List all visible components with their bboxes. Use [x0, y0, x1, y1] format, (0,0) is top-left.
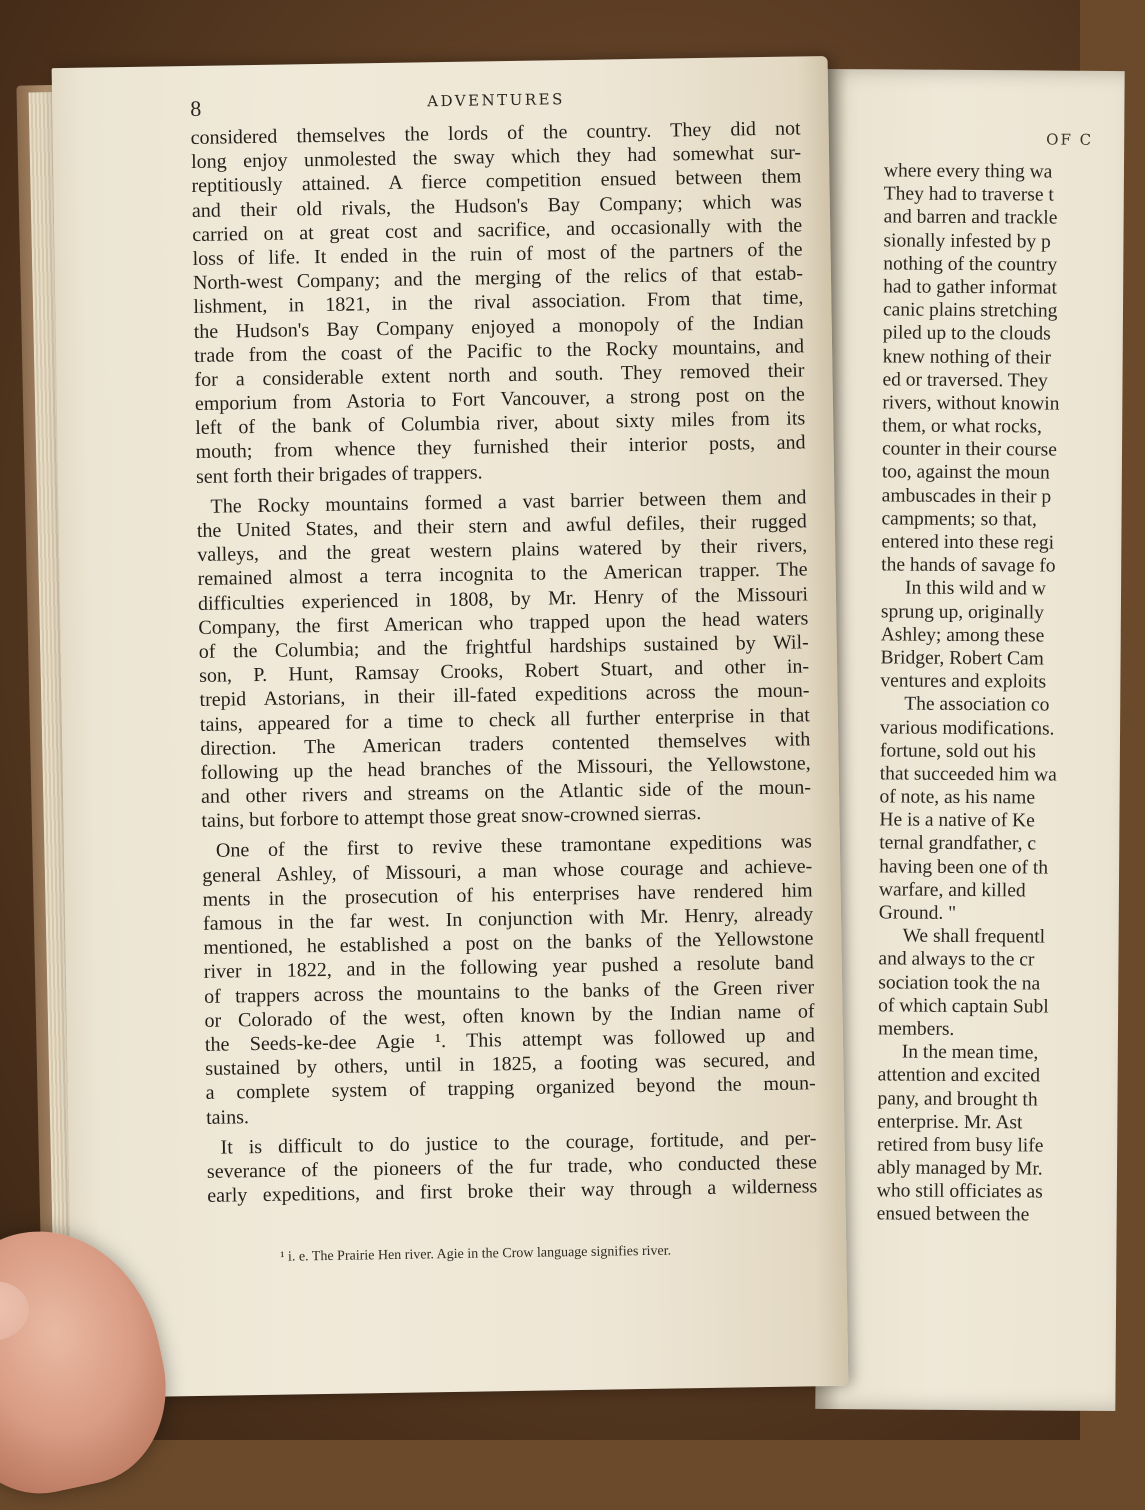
body-text	[191, 116, 818, 1208]
text-line: general Ashley, of Missouri, a man whose courage and achieve-	[202, 854, 813, 887]
text-line: direction. The American traders contented themselves with	[200, 728, 811, 760]
facing-text-line: of which captain Subl	[878, 995, 1049, 1018]
facing-text-line: of note, as his name	[879, 786, 1036, 809]
text-line: difficulties experienced in 1808, by Mr. Henry of the Missouri	[197, 582, 809, 615]
facing-text-line: retired from busy life	[877, 1134, 1044, 1157]
text-line: of the Columbia; and the frightful hardships sustained by Wil-	[198, 631, 809, 663]
facing-text-line: attention and excited	[877, 1064, 1041, 1087]
text-line: tains.	[205, 1105, 250, 1129]
text-line: ments in the prosecution of his enterprises have rendered him	[202, 879, 813, 911]
text-line: tains, but forbore to attempt those great snow-crowned sierras.	[201, 802, 702, 833]
text-line: The Rocky mountains formed a vast barrier between them and	[210, 486, 807, 518]
facing-text-line: In the mean time,	[901, 1041, 1039, 1064]
text-line: sustained by others, until in 1825, a footing was secured, and	[205, 1048, 816, 1081]
facing-page	[815, 69, 1124, 1411]
text-line: carried on at great cost and sacrifice, and occasionally with the	[192, 214, 803, 246]
text-line: the Hudson's Bay Company enjoyed a monopoly of the Indian	[193, 310, 804, 343]
text-line: early expeditions, and first broke their way through a wilderness	[207, 1175, 818, 1207]
facing-text-line: Ground. "	[878, 902, 957, 924]
facing-text-line: enterprise. Mr. Ast	[877, 1111, 1023, 1134]
facing-text-line: where every thing wa	[883, 160, 1053, 183]
running-head: ADVENTURES	[427, 90, 565, 111]
facing-text-line: knew nothing of their	[882, 345, 1052, 369]
text-line: river in 1822, and in the following year pushed a resolute band	[203, 951, 814, 984]
text-line: valleys, and the great western plains watered by their rivers,	[197, 534, 808, 567]
facing-text-line: members.	[877, 1018, 955, 1040]
facing-text-line: Bridger, Robert Cam	[880, 647, 1044, 670]
facing-text-line: ternal grandfather, c	[879, 832, 1037, 855]
facing-text-line: ventures and exploits	[880, 670, 1047, 693]
facing-text-line: had to gather informat	[883, 276, 1058, 299]
facing-text-line: having been one of th	[879, 855, 1049, 879]
text-line: Company, the first American who trapped upon the head waters	[198, 607, 809, 639]
facing-text-line: nothing of the country	[883, 253, 1058, 276]
facing-text-line: that succeeded him wa	[879, 763, 1057, 786]
text-line: North-west Company; and the merging of the relics of that estab-	[192, 262, 804, 295]
text-line: of trappers across the mountains to the banks of the Green river	[204, 975, 815, 1008]
text-line: remained almost a terra incognita to the American trapper. The	[197, 558, 808, 591]
text-line: One of the first to revive these tramontane expeditions was	[215, 830, 813, 863]
text-line: severance of the pioneers of the fur trade, who conducted these	[206, 1151, 818, 1183]
text-line: tains, appeared for a time to check all further enterprise in that	[199, 703, 811, 736]
text-line: left of the bank of Columbia river, about sixty miles from its	[195, 407, 806, 440]
facing-text-line: Ashley; among these	[880, 624, 1045, 647]
facing-text-line: We shall frequentl	[902, 925, 1046, 948]
text-line: It is difficult to do justice to the courage, fortitude, and per-	[220, 1126, 817, 1159]
facing-text-line: ably managed by Mr.	[876, 1157, 1043, 1180]
facing-text-line: ambuscades in their p	[881, 485, 1052, 508]
facing-text-line: sprung up, originally	[880, 600, 1044, 624]
text-line: son, P. Hunt, Ramsay Crooks, Robert Stuart, and other in-	[198, 655, 810, 688]
text-line: emporium from Astoria to Fort Vancouver, a strong post on the	[194, 383, 805, 416]
text-line: the United States, and their stern and awful defiles, their rugged	[196, 510, 807, 542]
text-line: for a considerable extent north and south. They removed their	[194, 359, 805, 391]
facing-text-line: who still officiates as	[876, 1180, 1043, 1203]
facing-text-line: campments; so that,	[881, 508, 1038, 531]
facing-text-line: too, against the moun	[881, 461, 1050, 484]
facing-text-line: various modifications.	[880, 716, 1055, 740]
facing-text-line: and barren and trackle	[883, 206, 1058, 229]
facing-text-line: In this wild and w	[904, 577, 1046, 600]
text-line: trade from the coast of the Pacific to the Rocky mountains, and	[193, 335, 805, 367]
text-line: or Colorado of the west, often known by the Indian name of	[204, 1000, 815, 1032]
text-line: sent forth their brigades of trappers.	[195, 461, 483, 488]
facing-text-line: sionally infested by p	[883, 229, 1051, 253]
text-line: mouth; from whence they furnished their interior posts, and	[195, 431, 806, 464]
facing-text-line: sociation took the na	[878, 971, 1041, 995]
facing-text-line: rivers, without knowin	[882, 392, 1060, 415]
text-line: reptitiously attained. A fierce competition ensued between them	[191, 165, 802, 198]
facing-text-line: They had to traverse t	[883, 183, 1054, 206]
book-page	[52, 56, 849, 1398]
facing-text-line: and always to the cr	[878, 948, 1035, 971]
text-line: and their old rivals, the Hudson's Bay Company; which was	[191, 189, 802, 222]
text-line: long enjoy unmolested the sway which they had somewhat sur-	[190, 141, 802, 174]
text-line: and other rivers and streams on the Atlantic side of the moun-	[200, 776, 812, 808]
text-line: trepid Astorians, in their ill-fated expeditions across the moun-	[199, 679, 810, 712]
text-line: mentioned, he established a post on the banks of the Yellowstone	[203, 927, 814, 960]
facing-text-line: the hands of savage fo	[881, 554, 1056, 577]
text-line: a complete system of trapping organized beyond the moun-	[205, 1072, 816, 1105]
facing-text-line: entered into these regi	[881, 531, 1055, 554]
facing-text-line: ensued between the	[876, 1203, 1030, 1226]
facing-text-line: He is a native of Ke	[879, 809, 1035, 832]
facing-text-line: them, or what rocks,	[882, 415, 1043, 438]
facing-text-line: canic plains stretching	[882, 299, 1058, 322]
facing-text-line: counter in their course	[881, 438, 1057, 461]
facing-page-text	[877, 159, 1144, 1227]
thumbnail-nail	[0, 1274, 34, 1349]
text-line: considered themselves the lords of the country. They did not	[190, 117, 801, 149]
text-line: famous in the far west. In conjunction with Mr. Henry, already	[202, 903, 814, 935]
page-number: 8	[190, 95, 202, 122]
text-line: the Seeds-ke-dee Agie ¹. This attempt was followed up and	[204, 1024, 816, 1056]
text-line: following up the head branches of the Missouri, the Yellowstone,	[200, 752, 811, 784]
facing-text-line: The association co	[904, 693, 1050, 716]
facing-text-line: piled up to the clouds	[882, 322, 1051, 345]
facing-text-line: ed or traversed. They	[882, 369, 1048, 392]
text-line: lishment, in 1821, in the rival association. From that time,	[193, 286, 804, 319]
facing-running-head: OF C	[1046, 130, 1094, 149]
facing-text-line: warfare, and killed	[878, 879, 1026, 902]
footnote: ¹ i. e. The Prairie Hen river. Agie in the Crow language signifies river.	[280, 1243, 672, 1265]
text-line: loss of life. It ended in the ruin of most of the partners of the	[192, 238, 803, 270]
facing-text-line: pany, and brought th	[877, 1087, 1038, 1110]
facing-text-line: fortune, sold out his	[879, 740, 1036, 763]
